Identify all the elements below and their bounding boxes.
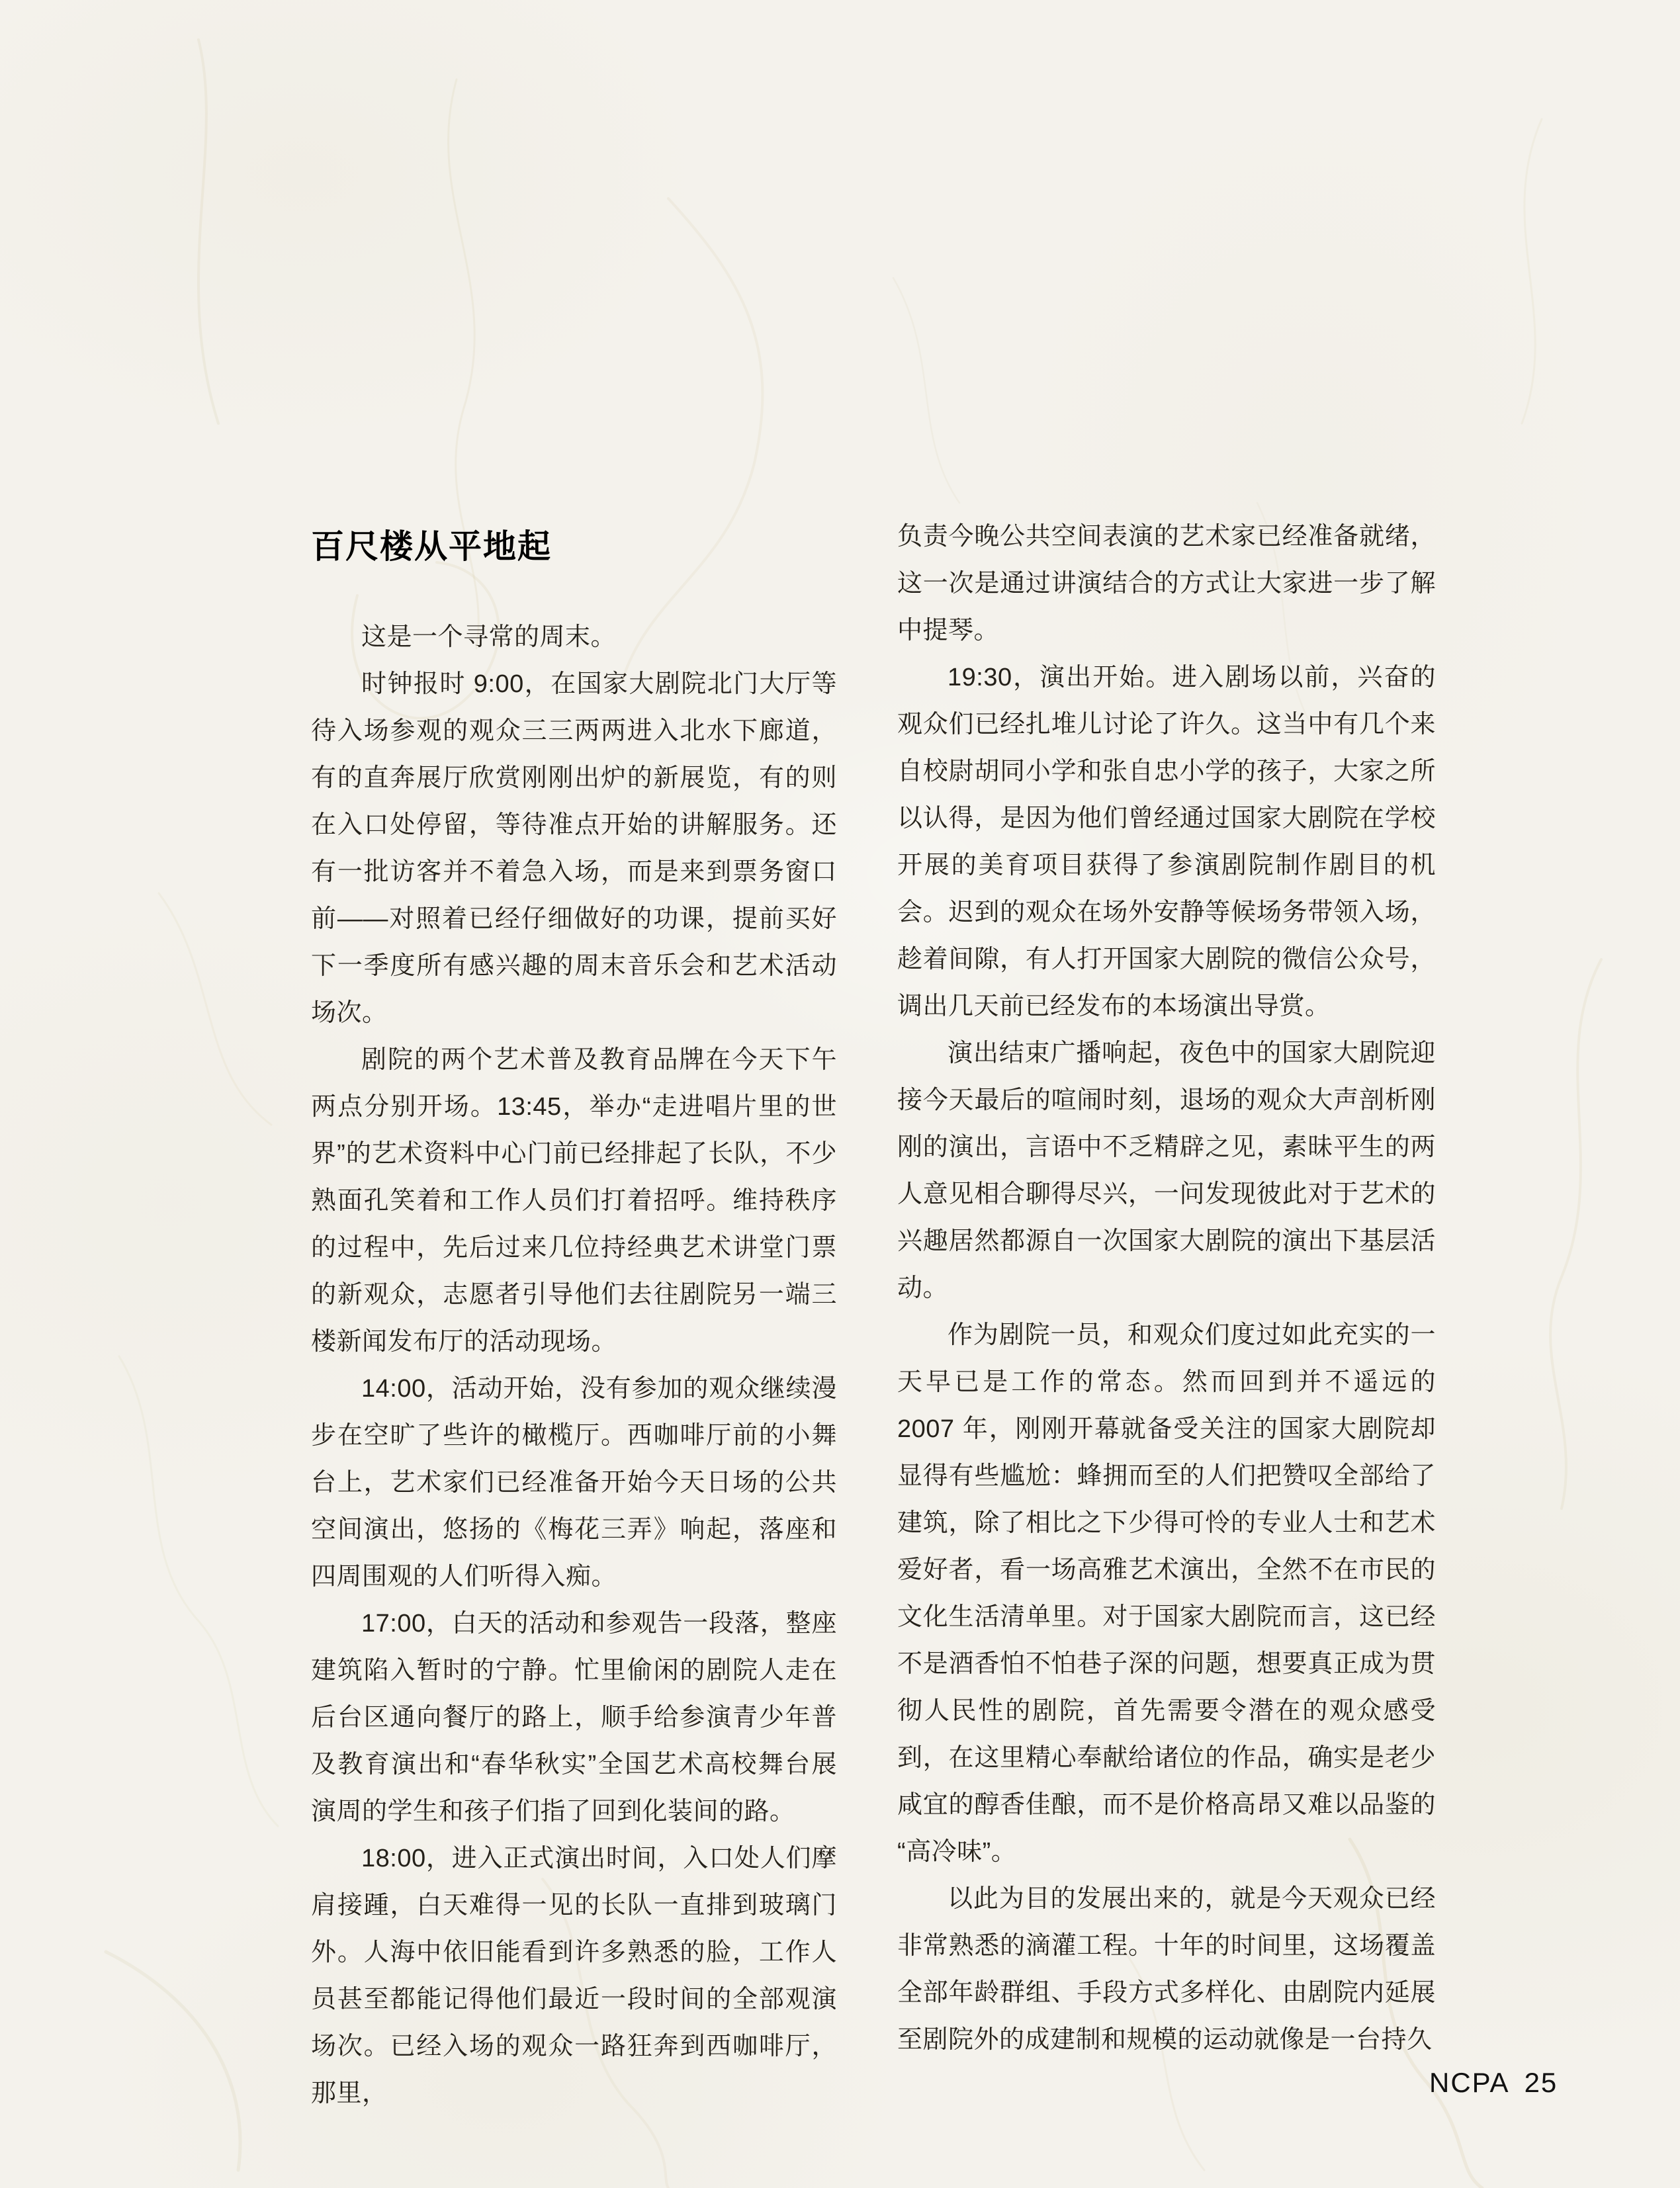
paragraph: 这是一个寻常的周末。: [361, 623, 617, 651]
text-column-right: [897, 513, 1436, 2064]
paragraph: 以此为目的发展出来的，就是今天观众已经非常熟悉的滴灌工程。十年的时间里，这场覆盖全部年龄群组、手段方式多样化、由剧院内延展至剧院外的成建制和规模的运动就像是一台持久: [897, 1885, 1436, 2054]
paragraph: 剧院的两个艺术普及教育品牌在今天下午两点分别开场。13:45，举办“走进唱片里的世界”的艺术资料中心门前已经排起了长队，不少熟面孔笑着和工作人员们打着招呼。维持秩序的过程中，先后过来几位持经典艺术讲堂门票的新观众，志愿者引导他们去往剧院另一端三楼新闻发布厅的活动现场。: [311, 1046, 837, 1356]
footer-page-number: 25: [1524, 2067, 1558, 2098]
footer-brand: NCPA: [1429, 2067, 1510, 2098]
paragraph: 时钟报时 9:00，在国家大剧院北门大厅等待入场参观的观众三三两两进入北水下廊道，有的直奔展厅欣赏刚刚出炉的新展览，有的则在入口处停留，等待准点开始的讲解服务。还有一批访客并不着急入场，而是来到票务窗口前——对照着已经仔细做好的功课，提前买好下一季度所有感兴趣的周末音乐会和艺术活动场次。: [311, 670, 837, 1027]
text-column-left: [311, 614, 837, 2117]
paragraph: 负责今晚公共空间表演的艺术家已经准备就绪，这一次是通过讲演结合的方式让大家进一步了解中提琴。: [897, 523, 1436, 644]
article-title: 百尺楼从平地起: [311, 528, 552, 565]
page-footer: [1429, 2067, 1558, 2099]
paragraph: 演出结束广播响起，夜色中的国家大剧院迎接今天最后的喧闹时刻，退场的观众大声剖析刚刚的演出，言语中不乏精辟之见，素昧平生的两人意见相合聊得尽兴，一问发现彼此对于艺术的兴趣居然都源自一次国家大剧院的演出下基层活动。: [897, 1039, 1436, 1302]
paragraph: 17:00，白天的活动和参观告一段落，整座建筑陷入暂时的宁静。忙里偷闲的剧院人走在后台区通向餐厅的路上，顺手给参演青少年普及教育演出和“春华秋实”全国艺术高校舞台展演周的学生和孩子们指了回到化装间的路。: [311, 1610, 837, 1825]
paragraph: 18:00，进入正式演出时间，入口处人们摩肩接踵，白天难得一见的长队一直排到玻璃门外。人海中依旧能看到许多熟悉的脸，工作人员甚至都能记得他们最近一段时间的全部观演场次。已经入场的观众一路狂奔到西咖啡厅，那里，: [311, 1845, 837, 2107]
paragraph: 14:00，活动开始，没有参加的观众继续漫步在空旷了些许的橄榄厅。西咖啡厅前的小舞台上，艺术家们已经准备开始今天日场的公共空间演出，悠扬的《梅花三弄》响起，落座和四周围观的人们听得入痴。: [311, 1375, 837, 1591]
paragraph: 19:30，演出开始。进入剧场以前，兴奋的观众们已经扎堆儿讨论了许久。这当中有几个来自校尉胡同小学和张自忠小学的孩子，大家之所以认得，是因为他们曾经通过国家大剧院在学校开展的美育项目获得了参演剧院制作剧目的机会。迟到的观众在场外安静等候场务带领入场，趁着间隙，有人打开国家大剧院的微信公众号，调出几天前已经发布的本场演出导赏。: [897, 664, 1436, 1020]
paragraph: 作为剧院一员，和观众们度过如此充实的一天早已是工作的常态。然而回到并不遥远的 2007 年，刚刚开幕就备受关注的国家大剧院却显得有些尴尬：蜂拥而至的人们把赞叹全部给了建筑，除了相比之下少得可怜的专业人士和艺术爱好者，看一场高雅艺术演出，全然不在市民的文化生活清单里。对于国家大剧院而言，这已经不是酒香怕不怕巷子深的问题，想要真正成为贯彻人民性的剧院，首先需要令潜在的观众感受到，在这里精心奉献给诸位的作品，确实是老少咸宜的醇香佳酿，而不是价格高昂又难以品鉴的“高冷味”。: [897, 1321, 1436, 1866]
